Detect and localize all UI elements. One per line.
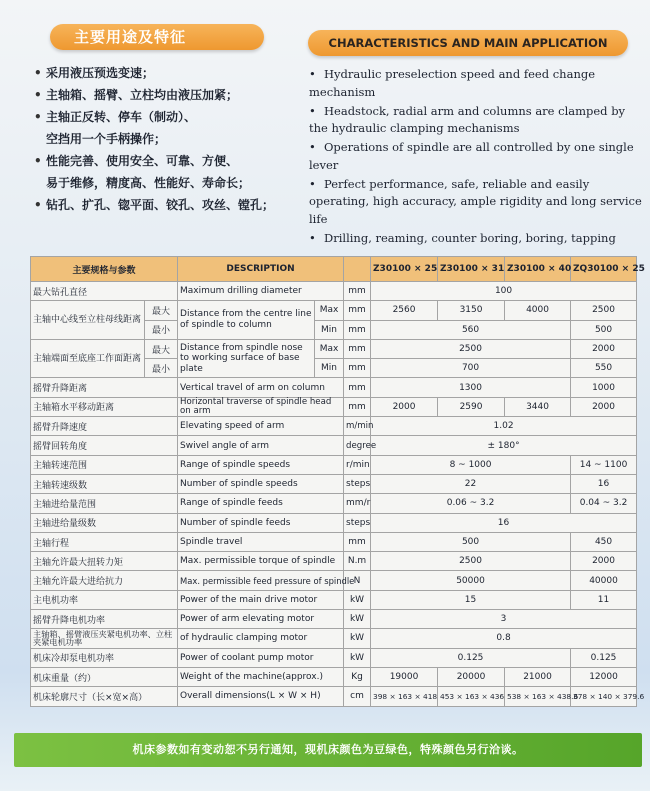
table-row: 主电机功率 Power of the main drive motor kW 15 11 [31,590,637,609]
bullet-icon: • [34,66,42,80]
feature-cn-item: • 主轴箱、摇臂、立柱均由液压加紧； [34,84,299,106]
bullet-icon: • [309,140,316,154]
feature-en-item: • Perfect performance, safe, reliable and easily operating, high accuracy, ample rigidity and long service life [309,176,642,226]
feature-en-item: • Hydraulic preselection speed and feed change mechanism [309,67,596,99]
table-row: 主轴允许最大进给抗力 Max. permissible feed pressure of spindle N 50000 40000 [31,571,637,590]
table-row: 最小 Min mm 700 550 [31,359,637,378]
table-row: 主轴转速范围 Range of spindle speeds r/min 8 ~ 1000 14 ~ 1100 [31,455,637,474]
table-row: 主轴行程 Spindle travel mm 500 450 [31,532,637,551]
feature-en-item: • Operations of spindle are all controlled by one single lever [309,140,634,172]
cn-section-title: 主要用途及特征 [50,24,264,50]
table-row: 最小 Min mm 560 500 [31,320,637,339]
col-header-model: Z30100 × 25 [371,257,438,282]
feature-en-item: • Headstock, radial arm and columns are clamped by the hydraulic clamping mechanisms [309,103,626,135]
col-header-model: ZQ30100 × 25 [571,257,637,282]
table-row: 摇臂回转角度 Swivel angle of arm degree ± 180° [31,436,637,455]
feature-cn-item: • 主轴正反转、停车（制动）、 [34,106,299,128]
footer-notice: 机床参数如有变动恕不另行通知，现机床颜色为豆绿色，特殊颜色另行洽谈。 [14,733,642,767]
features-cn-list [34,62,299,216]
bullet-icon: • [309,176,316,191]
col-header-model: Z30100 × 40 [505,257,571,282]
feature-en-item: • Drilling, reaming, counter boring, boring, tapping [309,230,645,248]
bullet-icon: • [34,88,42,102]
table-row: 主轴转速级数 Number of spindle speeds steps 22 16 [31,474,637,493]
table-row: 主轴中心线至立柱母线距离 最大 Distance from the centre line of spindle to column Max mm 2560 3150 4000 2500 [31,301,637,320]
table-row: 主轴箱水平移动距离 Horizontal traverse of spindle head on arm mm 2000 2590 3440 2000 [31,397,637,416]
table-row: 摇臂升降电机功率 Power of arm elevating motor kW 3 [31,610,637,629]
col-header-spec: 主要规格与参数 [31,257,178,282]
table-row: 主轴进给量范围 Range of spindle feeds mm/r 0.06 ~ 3.2 0.04 ~ 3.2 [31,494,637,513]
col-header-description: DESCRIPTION [178,257,344,282]
table-header-row [31,257,637,282]
bullet-icon: • [309,67,316,81]
col-header-model: Z30100 × 31 [438,257,505,282]
feature-cn-item: • 钻孔、扩孔、锪平面、铰孔、攻丝、镗孔； [34,194,299,216]
table-row: 机床冷却泵电机功率 Power of coolant pump motor kW 0.125 0.125 [31,648,637,667]
table-row: 主轴端面至底座工作面距离 最大 Distance from spindle nose to working surface of base plate Max mm 2500 2000 [31,339,637,358]
table-row: 机床轮廓尺寸（长×宽×高） Overall dimensions(L × W × H) cm 398 × 163 × 418 453 × 163 × 436 538 × 163 × 438.6 378 × 140 × 379.6 [31,687,637,706]
bullet-icon: • [34,198,42,212]
table-row: 主轴箱、摇臂液压夹紧电机功率、立柱夹紧电机功率 of hydraulic clamping motor kW 0.8 [31,629,637,648]
bullet-icon: • [34,110,42,124]
feature-cn-item: 空挡用一个手柄操作； [46,132,167,146]
table-row: 最大钻孔直径 Maximum drilling diameter mm 100 [31,282,637,301]
table-row: 机床重量（约） Weight of the machine(approx.) Kg 19000 20000 21000 12000 [31,667,637,686]
table-row: 摇臂升降距离 Vertical travel of arm on column mm 1300 1000 [31,378,637,397]
bullet-icon: • [309,230,316,245]
spec-table [30,256,645,707]
feature-cn-item: • 采用液压预选变速； [34,62,299,84]
table-row: 主轴允许最大扭转力矩 Max. permissible torque of spindle N.m 2500 2000 [31,552,637,571]
table-row: 主轴进给量级数 Number of spindle feeds steps 16 [31,513,637,532]
features-en-list [309,66,645,249]
feature-cn-item: 易于维修，精度高、性能好、寿命长； [46,176,251,190]
bullet-icon: • [309,103,316,118]
bullet-icon: • [34,154,42,168]
en-section-title: CHARACTERISTICS AND MAIN APPLICATION [308,30,628,56]
feature-cn-item: • 性能完善、使用安全、可靠、方便、 [34,150,299,172]
table-row: 摇臂升降速度 Elevating speed of arm m/min 1.02 [31,417,637,436]
